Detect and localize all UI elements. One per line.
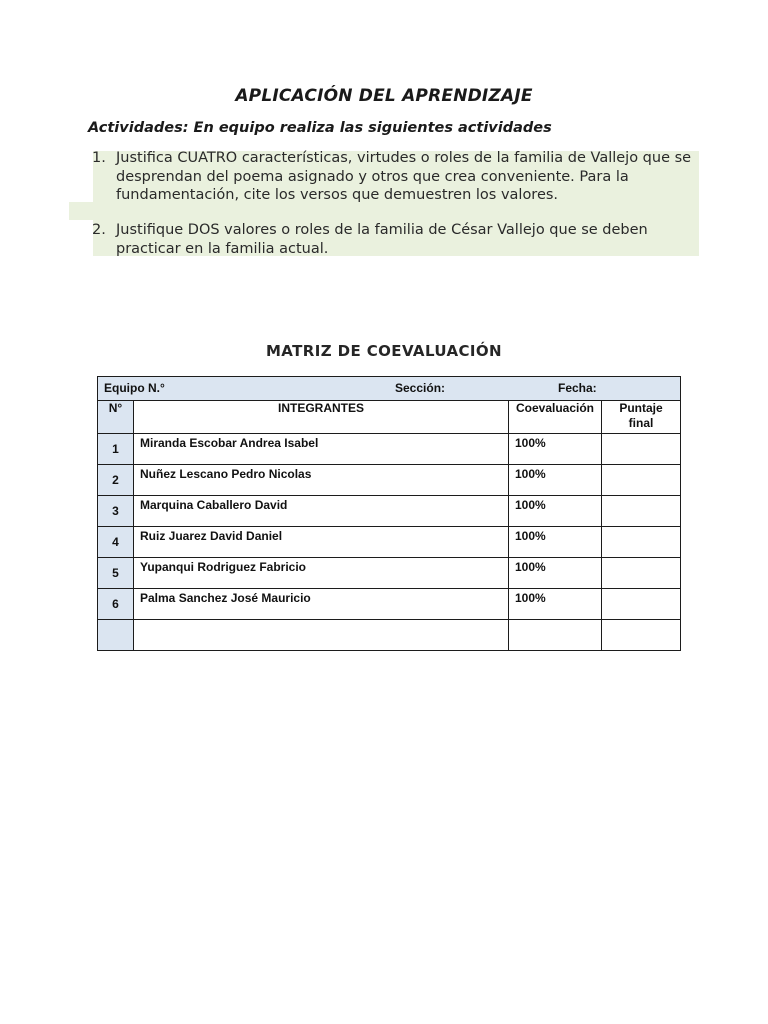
final-score-cell [602, 434, 681, 465]
column-number: N° [98, 401, 134, 434]
final-score-cell [602, 527, 681, 558]
coevaluation-score: 100% [515, 560, 546, 574]
team-info-cell [98, 377, 681, 401]
coevaluation-score: 100% [515, 529, 546, 543]
coevaluation-score: 100% [515, 467, 546, 481]
table-row [98, 589, 681, 620]
row-number: 4 [98, 527, 134, 558]
member-name-empty [134, 620, 509, 651]
table-row [98, 434, 681, 465]
member-name: Nuñez Lescano Pedro Nicolas [140, 467, 312, 481]
final-score-label-line1: Puntaje [619, 401, 663, 415]
table-row [98, 527, 681, 558]
member-name: Ruiz Juarez David Daniel [140, 529, 283, 543]
table-row [98, 496, 681, 527]
row-number: 3 [98, 496, 134, 527]
column-coevaluation: Coevaluación [509, 401, 602, 434]
member-name: Miranda Escobar Andrea Isabel [140, 436, 319, 450]
table-row-empty [98, 620, 681, 651]
row-number: 5 [98, 558, 134, 589]
table-row [98, 558, 681, 589]
date-label: Fecha: [558, 381, 597, 395]
activity-item-1 [92, 149, 702, 205]
activity-number: 1. [92, 150, 106, 166]
activity-text: Justifica CUATRO características, virtudes o roles de la familia de Vallejo que se desprendan del poema asignado y otros que crea conveniente. Para la fundamentación, cite los versos que demuestren los valores. [116, 150, 692, 203]
final-score-cell [602, 558, 681, 589]
matrix-title: MATRIZ DE COEVALUACIÓN [265, 342, 502, 360]
column-header-row [98, 401, 681, 434]
final-score-cell [602, 496, 681, 527]
member-name: Palma Sanchez José Mauricio [140, 591, 311, 605]
final-score-cell [602, 465, 681, 496]
table-row [98, 465, 681, 496]
table-header-row [98, 377, 681, 401]
coevaluation-score-empty [509, 620, 602, 651]
coevaluation-table [97, 376, 681, 651]
member-name: Yupanqui Rodriguez Fabricio [140, 560, 307, 574]
row-number: 2 [98, 465, 134, 496]
section-label: Sección: [395, 381, 446, 395]
coevaluation-score: 100% [515, 436, 546, 450]
final-score-cell [602, 589, 681, 620]
page-title: APLICACIÓN DEL APRENDIZAJE [235, 86, 533, 106]
column-final-score [602, 401, 681, 434]
column-members: INTEGRANTES [134, 401, 509, 434]
team-number-label: Equipo N.° [104, 381, 165, 395]
coevaluation-score: 100% [515, 498, 546, 512]
coevaluation-score: 100% [515, 591, 546, 605]
activities-subtitle: Actividades: En equipo realiza las siguientes actividades [88, 120, 552, 136]
final-score-cell [602, 620, 681, 651]
activity-number: 2. [92, 222, 106, 238]
activity-text: Justifique DOS valores o roles de la familia de César Vallejo que se deben practicar en la familia actual. [116, 222, 648, 257]
row-number: 1 [98, 434, 134, 465]
row-number-empty [98, 620, 134, 651]
final-score-label-line2: final [628, 416, 654, 430]
activity-item-2 [92, 221, 702, 259]
member-name: Marquina Caballero David [140, 498, 288, 512]
row-number: 6 [98, 589, 134, 620]
